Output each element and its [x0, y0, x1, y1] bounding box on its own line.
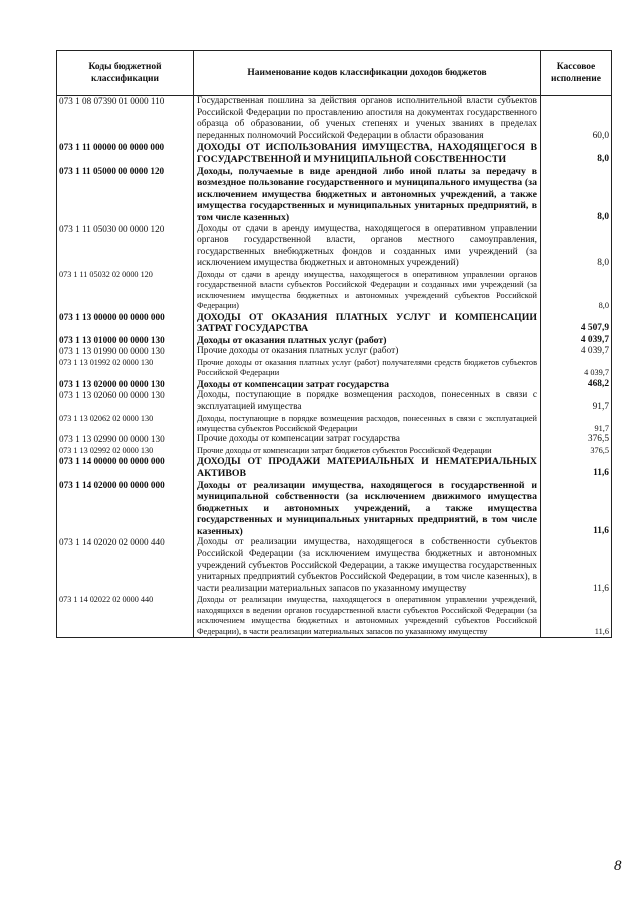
- row-name: ДОХОДЫ ОТ ОКАЗАНИЯ ПЛАТНЫХ УСЛУГ И КОМПЕНСАЦИИ ЗАТРАТ ГОСУДАРСТВА: [194, 312, 541, 335]
- page-number: 8: [614, 858, 622, 874]
- row-code: 073 1 13 01992 02 0000 130: [57, 358, 194, 379]
- table-row: [57, 96, 612, 143]
- table-row: [57, 312, 612, 335]
- row-amount: 468,2: [541, 379, 612, 391]
- row-code: 073 1 11 05032 02 0000 120: [57, 270, 194, 312]
- table-row: [57, 142, 612, 165]
- row-name: Доходы от сдачи в аренду имущества, находящегося в оперативном управлении органов государственной власти, органов местного самоуправления, государственных внебюджетных фондов и созданных ими учреждений (за исключением имущества бюджетных и автономных учреждений): [194, 224, 541, 270]
- row-amount: 8,0: [541, 166, 612, 224]
- row-code: 073 1 11 05030 00 0000 120: [57, 224, 194, 270]
- table-row: [57, 446, 612, 456]
- row-name: Доходы, получаемые в виде арендной либо иной платы за передачу в возмездное пользование государственного и муниципального имущества (за исключением имущества бюджетных и автономных учреждений, а также имущества государственных и муниципальных унитарных предприятий, в том числе казенных): [194, 166, 541, 224]
- row-code: 073 1 13 01000 00 0000 130: [57, 335, 194, 347]
- row-code: 073 1 13 02060 00 0000 130: [57, 390, 194, 413]
- row-amount: 4 039,7: [541, 346, 612, 358]
- table-row: [57, 595, 612, 637]
- table-row: [57, 456, 612, 479]
- row-amount: 8,0: [541, 270, 612, 312]
- row-name: Доходы от реализации имущества, находящегося в оперативном управлении учреждений, находящихся в ведении органов государственной власти субъектов Российской Федерации (за исключением имущества бюджетных и автономных учреждений субъектов Российской Федерации), в части реализации материальных запасов по указанному имуществу: [194, 595, 541, 637]
- table-row: [57, 358, 612, 379]
- row-code: 073 1 08 07390 01 0000 110: [57, 96, 194, 143]
- row-name: Прочие доходы от оказания платных услуг (работ) получателями средств бюджетов субъектов Российской Федерации: [194, 358, 541, 379]
- row-code: 073 1 14 00000 00 0000 000: [57, 456, 194, 479]
- row-amount: 60,0: [541, 96, 612, 143]
- row-name: Доходы, поступающие в порядке возмещения расходов, понесенных в связи с эксплуатацией имущества: [194, 390, 541, 413]
- table-row: [57, 224, 612, 270]
- row-amount: 11,6: [541, 595, 612, 637]
- table-row: [57, 166, 612, 224]
- row-name: Прочие доходы от компенсации затрат бюджетов субъектов Российской Федерации: [194, 446, 541, 456]
- row-amount: 4 039,7: [541, 335, 612, 347]
- row-name: Прочие доходы от компенсации затрат государства: [194, 434, 541, 446]
- row-code: 073 1 14 02020 02 0000 440: [57, 537, 194, 595]
- header-code: Коды бюджетной классификации: [57, 51, 194, 96]
- row-amount: 4 507,9: [541, 312, 612, 335]
- table-row: [57, 434, 612, 446]
- header-name: Наименование кодов классификации доходов бюджетов: [194, 51, 541, 96]
- row-code: 073 1 13 02992 02 0000 130: [57, 446, 194, 456]
- row-code: 073 1 13 02062 02 0000 130: [57, 414, 194, 435]
- row-amount: 8,0: [541, 142, 612, 165]
- table-row: [57, 390, 612, 413]
- row-name: Прочие доходы от оказания платных услуг (работ): [194, 346, 541, 358]
- row-code: 073 1 14 02022 02 0000 440: [57, 595, 194, 637]
- row-name: ДОХОДЫ ОТ ПРОДАЖИ МАТЕРИАЛЬНЫХ И НЕМАТЕРИАЛЬНЫХ АКТИВОВ: [194, 456, 541, 479]
- table-row: [57, 346, 612, 358]
- row-name: Доходы от компенсации затрат государства: [194, 379, 541, 391]
- row-amount: 91,7: [541, 414, 612, 435]
- table-row: [57, 480, 612, 538]
- row-code: 073 1 13 02000 00 0000 130: [57, 379, 194, 391]
- row-name: Государственная пошлина за действия органов исполнительной власти субъектов Российской Федерации по проставлению апостиля на документах государственного образца об образовании, об ученых степенях и ученых званиях в пределах переданных полномочий Российской Федерации в области образования: [194, 96, 541, 143]
- budget-revenue-table: [56, 50, 612, 638]
- row-name: Доходы, поступающие в порядке возмещения расходов, понесенных в связи с эксплуатацией имущества субъектов Российской Федерации: [194, 414, 541, 435]
- row-amount: 11,6: [541, 537, 612, 595]
- row-amount: 4 039,7: [541, 358, 612, 379]
- row-name: ДОХОДЫ ОТ ИСПОЛЬЗОВАНИЯ ИМУЩЕСТВА, НАХОДЯЩЕГОСЯ В ГОСУДАРСТВЕННОЙ И МУНИЦИПАЛЬНОЙ СОБСТВЕННОСТИ: [194, 142, 541, 165]
- table-row: [57, 537, 612, 595]
- header-amount: Кассовое исполнение: [541, 51, 612, 96]
- row-name: Доходы от реализации имущества, находящегося в собственности субъектов Российской Федерации (за исключением имущества бюджетных и автономных учреждений субъектов Российской Федерации, а также имущества государственных унитарных предприятий субъектов Российской Федерации, в том числе казенных), в части реализации материальных запасов по указанному имуществу: [194, 537, 541, 595]
- row-name: Доходы от сдачи в аренду имущества, находящегося в оперативном управлении органов государственной власти субъектов Российской Федерации и созданных ими учреждений (за исключением имущества бюджетных и автономных учреждений субъектов Российской Федерации): [194, 270, 541, 312]
- row-amount: 11,6: [541, 480, 612, 538]
- table-header-row: [57, 51, 612, 96]
- budget-revenue-table-sheet: [56, 50, 611, 638]
- row-amount: 11,6: [541, 456, 612, 479]
- row-name: Доходы от реализации имущества, находящегося в государственной и муниципальной собственности (за исключением движимого имущества бюджетных и автономных учреждений, а также имущества государственных и муниципальных унитарных предприятий, в том числе казенных): [194, 480, 541, 538]
- row-code: 073 1 11 05000 00 0000 120: [57, 166, 194, 224]
- table-row: [57, 335, 612, 347]
- row-code: 073 1 13 02990 00 0000 130: [57, 434, 194, 446]
- table-row: [57, 270, 612, 312]
- row-code: 073 1 11 00000 00 0000 000: [57, 142, 194, 165]
- row-name: Доходы от оказания платных услуг (работ): [194, 335, 541, 347]
- table-row: [57, 414, 612, 435]
- row-code: 073 1 13 01990 00 0000 130: [57, 346, 194, 358]
- row-amount: 8,0: [541, 224, 612, 270]
- table-body: [57, 96, 612, 638]
- table-row: [57, 379, 612, 391]
- row-amount: 91,7: [541, 390, 612, 413]
- row-amount: 376,5: [541, 446, 612, 456]
- row-code: 073 1 14 02000 00 0000 000: [57, 480, 194, 538]
- row-code: 073 1 13 00000 00 0000 000: [57, 312, 194, 335]
- row-amount: 376,5: [541, 434, 612, 446]
